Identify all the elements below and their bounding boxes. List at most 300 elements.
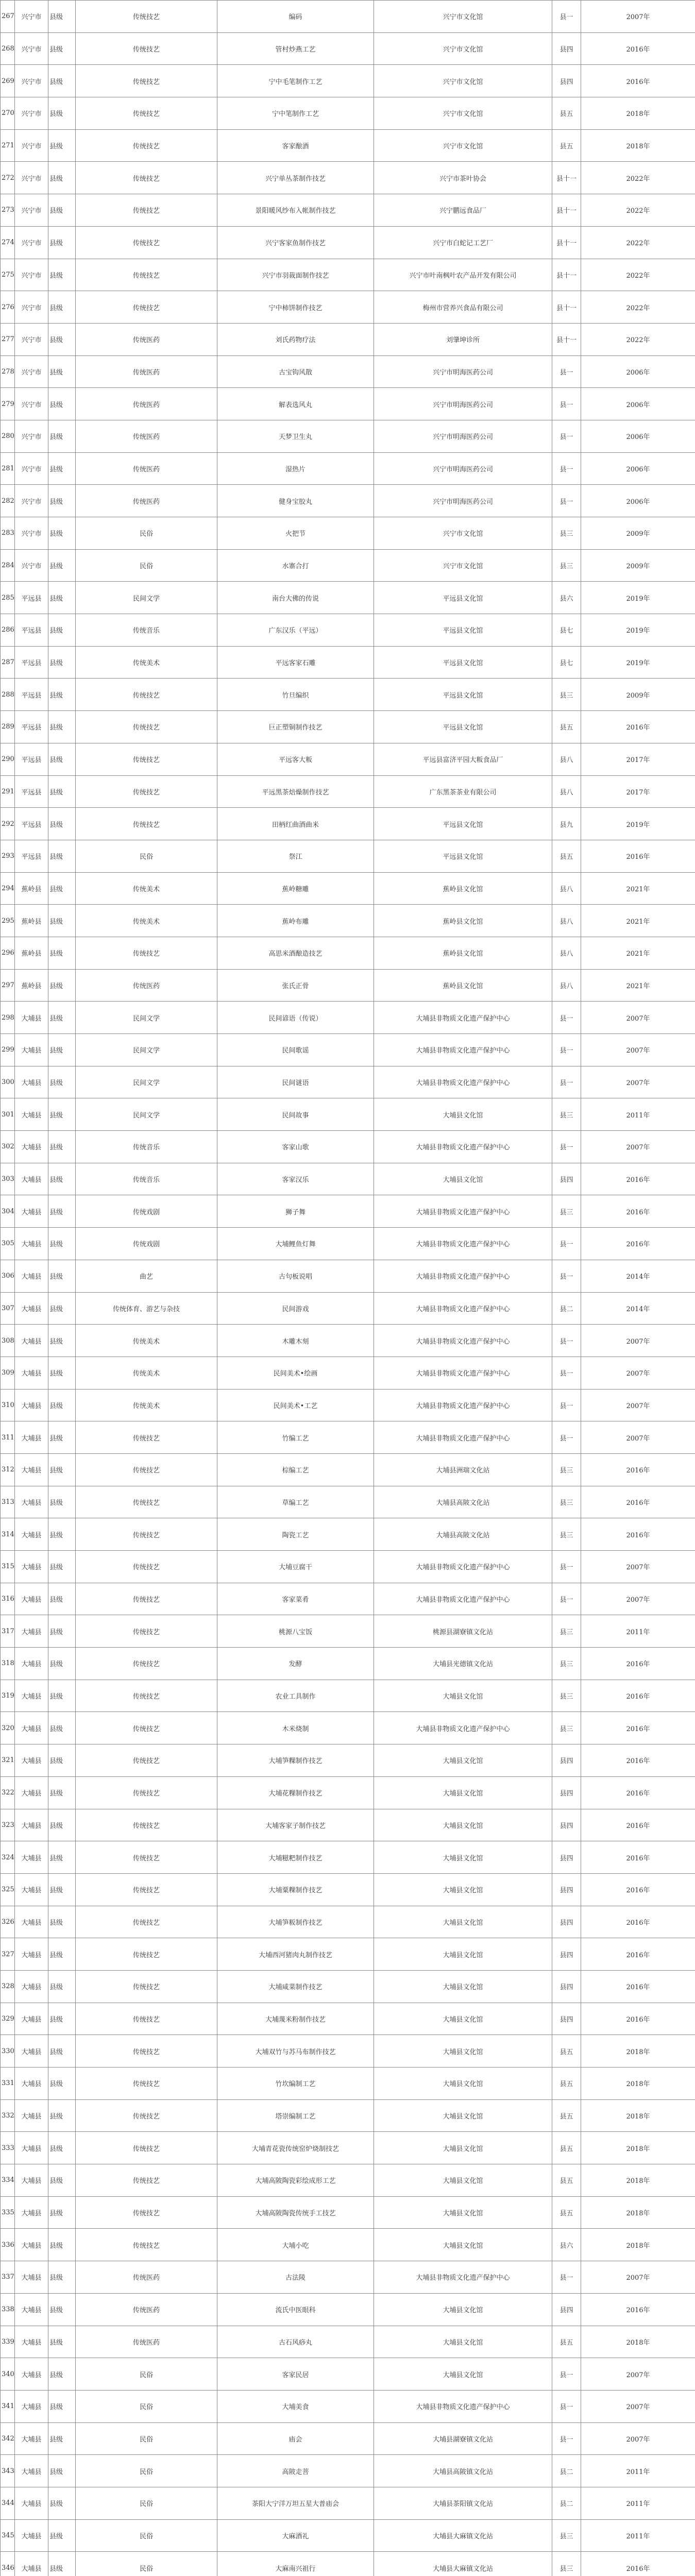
year-cell: 2016年 (581, 65, 695, 97)
protecting-unit-cell: 平远县文化馆 (374, 614, 552, 647)
city-name-cell: 大埔县 (15, 1228, 48, 1260)
protecting-unit-cell: 平远县富济平园大粄食品厂 (374, 743, 552, 775)
table-row (1, 2422, 695, 2455)
batch-cell: 县四 (552, 65, 581, 97)
table-row (1, 323, 695, 355)
row-number-cell: 274 (1, 226, 15, 259)
batch-cell: 县六 (552, 2229, 581, 2261)
category-cell: 传统医药 (76, 2326, 217, 2358)
table-row (1, 2487, 695, 2519)
batch-cell: 县三 (552, 1195, 581, 1228)
row-number-cell: 280 (1, 420, 15, 452)
level-cell: 县级 (48, 1228, 76, 1260)
city-name-cell: 兴宁市 (15, 226, 48, 259)
project-name-cell: 民间歌谣 (217, 1034, 374, 1066)
batch-cell: 县三 (552, 679, 581, 711)
project-name-cell: 木雕木刻 (217, 1325, 374, 1357)
category-cell: 传统技艺 (76, 711, 217, 743)
protecting-unit-cell: 大埔县文化馆 (374, 1906, 552, 1938)
protecting-unit-cell: 平远县文化馆 (374, 679, 552, 711)
project-name-cell: 大麻酒礼 (217, 2519, 374, 2552)
protecting-unit-cell: 大埔县非物质文化遗产保护中心 (374, 1195, 552, 1228)
year-cell: 2016年 (581, 1228, 695, 1260)
city-name-cell: 蕉岭县 (15, 937, 48, 969)
category-cell: 传统技艺 (76, 775, 217, 808)
category-cell: 传统技艺 (76, 2099, 217, 2132)
year-cell: 2016年 (581, 1776, 695, 1809)
protecting-unit-cell: 兴宁市叶南枫叶农产品开发有限公司 (374, 259, 552, 291)
city-name-cell: 兴宁市 (15, 194, 48, 227)
project-name-cell: 健身宝胶丸 (217, 485, 374, 517)
batch-cell: 县一 (552, 1583, 581, 1615)
batch-cell: 县一 (552, 355, 581, 388)
project-name-cell: 客家民居 (217, 2358, 374, 2391)
city-name-cell: 大埔县 (15, 1357, 48, 1389)
batch-cell: 县三 (552, 1615, 581, 1648)
category-cell: 传统技艺 (76, 1615, 217, 1648)
row-number-cell: 335 (1, 2196, 15, 2229)
table-row (1, 1970, 695, 2003)
protecting-unit-cell: 兴宁鹏远食品厂 (374, 194, 552, 227)
project-name-cell: 宁中毛笔制作工艺 (217, 65, 374, 97)
year-cell: 2011年 (581, 2487, 695, 2519)
protecting-unit-cell: 大埔县非物质文化遗产保护中心 (374, 1712, 552, 1744)
row-number-cell: 307 (1, 1292, 15, 1325)
table-row (1, 129, 695, 162)
project-name-cell: 大埔鲤鱼灯舞 (217, 1228, 374, 1260)
project-name-cell: 大埔美食 (217, 2390, 374, 2422)
level-cell: 县级 (48, 2487, 76, 2519)
row-number-cell: 270 (1, 97, 15, 130)
row-number-cell: 321 (1, 1744, 15, 1777)
year-cell: 2009年 (581, 679, 695, 711)
batch-cell: 县三 (552, 1680, 581, 1712)
year-cell: 2016年 (581, 1938, 695, 1971)
batch-cell: 县一 (552, 420, 581, 452)
category-cell: 民俗 (76, 2455, 217, 2487)
level-cell: 县级 (48, 646, 76, 679)
city-name-cell: 大埔县 (15, 2293, 48, 2326)
table-row (1, 1, 695, 33)
year-cell: 2022年 (581, 162, 695, 194)
category-cell: 传统技艺 (76, 226, 217, 259)
protecting-unit-cell: 大埔县非物质文化遗产保护中心 (374, 1228, 552, 1260)
protecting-unit-cell: 大埔县非物质文化遗产保护中心 (374, 1034, 552, 1066)
protecting-unit-cell: 大埔县文化馆 (374, 1680, 552, 1712)
category-cell: 传统医药 (76, 388, 217, 420)
level-cell: 县级 (48, 969, 76, 1002)
table-row (1, 291, 695, 324)
table-body (1, 1, 695, 2576)
table-row (1, 1712, 695, 1744)
level-cell: 县级 (48, 679, 76, 711)
table-row (1, 1776, 695, 1809)
city-name-cell: 兴宁市 (15, 129, 48, 162)
city-name-cell: 兴宁市 (15, 355, 48, 388)
year-cell: 2016年 (581, 1744, 695, 1777)
city-name-cell: 大埔县 (15, 1648, 48, 1680)
row-number-cell: 325 (1, 1873, 15, 1906)
level-cell: 县级 (48, 711, 76, 743)
project-name-cell: 庙会 (217, 2422, 374, 2455)
project-name-cell: 古石风痧丸 (217, 2326, 374, 2358)
project-name-cell: 解表选风丸 (217, 388, 374, 420)
row-number-cell: 305 (1, 1228, 15, 1260)
year-cell: 2019年 (581, 582, 695, 614)
level-cell: 县级 (48, 1325, 76, 1357)
city-name-cell: 兴宁市 (15, 388, 48, 420)
city-name-cell: 大埔县 (15, 1551, 48, 1583)
category-cell: 传统技艺 (76, 937, 217, 969)
project-name-cell: 宁中柿饼制作技艺 (217, 291, 374, 324)
level-cell: 县级 (48, 1712, 76, 1744)
batch-cell: 县五 (552, 2035, 581, 2067)
table-row (1, 1809, 695, 1841)
row-number-cell: 308 (1, 1325, 15, 1357)
row-number-cell: 283 (1, 517, 15, 550)
city-name-cell: 大埔县 (15, 1970, 48, 2003)
project-name-cell: 古句板说唱 (217, 1260, 374, 1292)
project-name-cell: 大埔小吃 (217, 2229, 374, 2261)
table-row (1, 517, 695, 550)
project-name-cell: 编码 (217, 1, 374, 33)
year-cell: 2016年 (581, 1841, 695, 1874)
category-cell: 传统医药 (76, 2261, 217, 2294)
year-cell: 2016年 (581, 1712, 695, 1744)
project-name-cell: 大埔豆腐干 (217, 1551, 374, 1583)
row-number-cell: 327 (1, 1938, 15, 1971)
row-number-cell: 345 (1, 2519, 15, 2552)
batch-cell: 县二 (552, 2487, 581, 2519)
table-row (1, 582, 695, 614)
batch-cell: 县三 (552, 1098, 581, 1131)
project-name-cell: 农业工具制作 (217, 1680, 374, 1712)
batch-cell: 县三 (552, 549, 581, 582)
category-cell: 民间文学 (76, 1034, 217, 1066)
protecting-unit-cell: 大埔县非物质文化遗产保护中心 (374, 1066, 552, 1098)
city-name-cell: 大埔县 (15, 2003, 48, 2035)
table-row (1, 711, 695, 743)
project-name-cell: 兴宁客家鱼制作技艺 (217, 226, 374, 259)
table-row (1, 1583, 695, 1615)
category-cell: 传统技艺 (76, 1938, 217, 1971)
table-row (1, 32, 695, 65)
protecting-unit-cell: 兴宁市明海医药公司 (374, 388, 552, 420)
category-cell: 传统技艺 (76, 1970, 217, 2003)
city-name-cell: 兴宁市 (15, 549, 48, 582)
project-name-cell: 广东汉乐（平远） (217, 614, 374, 647)
project-name-cell: 发酵 (217, 1648, 374, 1680)
protecting-unit-cell: 大埔县非物质文化遗产保护中心 (374, 1421, 552, 1454)
year-cell: 2016年 (581, 1453, 695, 1486)
project-name-cell: 客家菜肴 (217, 1583, 374, 1615)
year-cell: 2007年 (581, 1551, 695, 1583)
city-name-cell: 大埔县 (15, 1260, 48, 1292)
row-number-cell: 284 (1, 549, 15, 582)
category-cell: 传统技艺 (76, 1873, 217, 1906)
table-row (1, 355, 695, 388)
year-cell: 2016年 (581, 1486, 695, 1518)
category-cell: 民俗 (76, 2487, 217, 2519)
city-name-cell: 大埔县 (15, 1195, 48, 1228)
category-cell: 传统技艺 (76, 1, 217, 33)
year-cell: 2007年 (581, 1583, 695, 1615)
table-row (1, 775, 695, 808)
batch-cell: 县一 (552, 485, 581, 517)
project-name-cell: 狮子舞 (217, 1195, 374, 1228)
level-cell: 县级 (48, 2358, 76, 2391)
level-cell: 县级 (48, 2261, 76, 2294)
table-row (1, 1648, 695, 1680)
level-cell: 县级 (48, 1776, 76, 1809)
city-name-cell: 大埔县 (15, 2261, 48, 2294)
category-cell: 传统技艺 (76, 1841, 217, 1874)
row-number-cell: 336 (1, 2229, 15, 2261)
city-name-cell: 大埔县 (15, 1712, 48, 1744)
year-cell: 2016年 (581, 2003, 695, 2035)
level-cell: 县级 (48, 1938, 76, 1971)
project-name-cell: 大埔笋粄制作技艺 (217, 1906, 374, 1938)
year-cell: 2021年 (581, 969, 695, 1002)
row-number-cell: 290 (1, 743, 15, 775)
year-cell: 2007年 (581, 2358, 695, 2391)
category-cell: 曲艺 (76, 1260, 217, 1292)
level-cell: 县级 (48, 1292, 76, 1325)
city-name-cell: 大埔县 (15, 1873, 48, 1906)
level-cell: 县级 (48, 840, 76, 872)
protecting-unit-cell: 大埔县文化馆 (374, 2229, 552, 2261)
table-row (1, 1163, 695, 1195)
level-cell: 县级 (48, 226, 76, 259)
category-cell: 民俗 (76, 549, 217, 582)
category-cell: 民间文学 (76, 1066, 217, 1098)
year-cell: 2018年 (581, 2067, 695, 2100)
project-name-cell: 大麻南兴祖行 (217, 2552, 374, 2576)
row-number-cell: 334 (1, 2164, 15, 2197)
city-name-cell: 大埔县 (15, 2196, 48, 2229)
city-name-cell: 兴宁市 (15, 1, 48, 33)
category-cell: 传统技艺 (76, 2132, 217, 2164)
level-cell: 县级 (48, 1970, 76, 2003)
level-cell: 县级 (48, 1002, 76, 1034)
protecting-unit-cell: 兴宁市明海医药公司 (374, 485, 552, 517)
table-row (1, 2293, 695, 2326)
level-cell: 县级 (48, 614, 76, 647)
protecting-unit-cell: 平远县文化馆 (374, 711, 552, 743)
row-number-cell: 330 (1, 2035, 15, 2067)
row-number-cell: 337 (1, 2261, 15, 2294)
row-number-cell: 275 (1, 259, 15, 291)
city-name-cell: 平远县 (15, 679, 48, 711)
category-cell: 传统技艺 (76, 259, 217, 291)
batch-cell: 县一 (552, 2422, 581, 2455)
row-number-cell: 269 (1, 65, 15, 97)
protecting-unit-cell: 兴宁市文化馆 (374, 1, 552, 33)
category-cell: 传统技艺 (76, 32, 217, 65)
table-row (1, 2132, 695, 2164)
row-number-cell: 309 (1, 1357, 15, 1389)
table-row (1, 2196, 695, 2229)
batch-cell: 县四 (552, 1841, 581, 1874)
row-number-cell: 288 (1, 679, 15, 711)
protecting-unit-cell: 广东黑茶茶业有限公司 (374, 775, 552, 808)
level-cell: 县级 (48, 388, 76, 420)
table-row (1, 614, 695, 647)
city-name-cell: 大埔县 (15, 2099, 48, 2132)
protecting-unit-cell: 大埔县文化馆 (374, 2326, 552, 2358)
level-cell: 县级 (48, 1163, 76, 1195)
batch-cell: 县四 (552, 1873, 581, 1906)
year-cell: 2007年 (581, 1002, 695, 1034)
table-row (1, 937, 695, 969)
batch-cell: 县三 (552, 2519, 581, 2552)
city-name-cell: 大埔县 (15, 1002, 48, 1034)
row-number-cell: 300 (1, 1066, 15, 1098)
level-cell: 县级 (48, 1195, 76, 1228)
city-name-cell: 大埔县 (15, 2067, 48, 2100)
protecting-unit-cell: 刘肇坤诊所 (374, 323, 552, 355)
year-cell: 2016年 (581, 1195, 695, 1228)
batch-cell: 县三 (552, 1518, 581, 1551)
project-name-cell: 竹旦编织 (217, 679, 374, 711)
year-cell: 2022年 (581, 259, 695, 291)
batch-cell: 县八 (552, 743, 581, 775)
table-row (1, 743, 695, 775)
category-cell: 传统技艺 (76, 1809, 217, 1841)
table-row (1, 969, 695, 1002)
table-row (1, 1098, 695, 1131)
row-number-cell: 282 (1, 485, 15, 517)
project-name-cell: 蕉岭糖雕 (217, 872, 374, 905)
category-cell: 传统技艺 (76, 2229, 217, 2261)
level-cell: 县级 (48, 2519, 76, 2552)
batch-cell: 县五 (552, 2326, 581, 2358)
table-row (1, 1906, 695, 1938)
row-number-cell: 299 (1, 1034, 15, 1066)
category-cell: 传统技艺 (76, 1551, 217, 1583)
table-row (1, 1357, 695, 1389)
level-cell: 县级 (48, 2293, 76, 2326)
project-name-cell: 大埔咸菜制作技艺 (217, 1970, 374, 2003)
protecting-unit-cell: 大埔县非物质文化遗产保护中心 (374, 1325, 552, 1357)
batch-cell: 县三 (552, 1712, 581, 1744)
year-cell: 2011年 (581, 2519, 695, 2552)
city-name-cell: 平远县 (15, 840, 48, 872)
level-cell: 县级 (48, 2390, 76, 2422)
level-cell: 县级 (48, 1744, 76, 1777)
year-cell: 2016年 (581, 1648, 695, 1680)
protecting-unit-cell: 兴宁市文化馆 (374, 65, 552, 97)
category-cell: 传统戏剧 (76, 1195, 217, 1228)
level-cell: 县级 (48, 2455, 76, 2487)
batch-cell: 县八 (552, 969, 581, 1002)
year-cell: 2016年 (581, 1518, 695, 1551)
row-number-cell: 271 (1, 129, 15, 162)
table-row (1, 2164, 695, 2197)
category-cell: 传统音乐 (76, 1163, 217, 1195)
project-name-cell: 大埔笋粿制作技艺 (217, 1744, 374, 1777)
project-name-cell: 塔崇编制工艺 (217, 2099, 374, 2132)
protecting-unit-cell: 大埔县文化馆 (374, 2132, 552, 2164)
level-cell: 县级 (48, 1453, 76, 1486)
project-name-cell: 巨正塑铜制作技艺 (217, 711, 374, 743)
level-cell: 县级 (48, 485, 76, 517)
table-row (1, 1034, 695, 1066)
year-cell: 2006年 (581, 485, 695, 517)
table-row (1, 1292, 695, 1325)
level-cell: 县级 (48, 355, 76, 388)
category-cell: 传统医药 (76, 323, 217, 355)
table-row (1, 1680, 695, 1712)
row-number-cell: 317 (1, 1615, 15, 1648)
table-row (1, 2519, 695, 2552)
protecting-unit-cell: 大埔县文化馆 (374, 2035, 552, 2067)
table-row (1, 420, 695, 452)
protecting-unit-cell: 兴宁市文化馆 (374, 32, 552, 65)
protecting-unit-cell: 大埔县文化馆 (374, 2099, 552, 2132)
row-number-cell: 343 (1, 2455, 15, 2487)
project-name-cell: 民间谜语 (217, 1066, 374, 1098)
batch-cell: 县一 (552, 2358, 581, 2391)
protecting-unit-cell: 大埔县非物质文化遗产保护中心 (374, 1002, 552, 1034)
table-row (1, 162, 695, 194)
city-name-cell: 平远县 (15, 646, 48, 679)
category-cell: 传统技艺 (76, 679, 217, 711)
batch-cell: 县一 (552, 1066, 581, 1098)
table-row (1, 1551, 695, 1583)
city-name-cell: 大埔县 (15, 2132, 48, 2164)
protecting-unit-cell: 兴宁市文化馆 (374, 517, 552, 550)
batch-cell: 县八 (552, 872, 581, 905)
batch-cell: 县四 (552, 1906, 581, 1938)
level-cell: 县级 (48, 1260, 76, 1292)
row-number-cell: 291 (1, 775, 15, 808)
row-number-cell: 346 (1, 2552, 15, 2576)
city-name-cell: 大埔县 (15, 1131, 48, 1163)
category-cell: 传统技艺 (76, 1744, 217, 1777)
protecting-unit-cell: 兴宁市茶叶协会 (374, 162, 552, 194)
city-name-cell: 兴宁市 (15, 291, 48, 324)
table-row (1, 2455, 695, 2487)
batch-cell: 县八 (552, 775, 581, 808)
category-cell: 民俗 (76, 2552, 217, 2576)
city-name-cell: 蕉岭县 (15, 969, 48, 1002)
category-cell: 民俗 (76, 517, 217, 550)
level-cell: 县级 (48, 582, 76, 614)
table-row (1, 2229, 695, 2261)
year-cell: 2007年 (581, 2422, 695, 2455)
batch-cell: 县三 (552, 517, 581, 550)
level-cell: 县级 (48, 549, 76, 582)
category-cell: 传统技艺 (76, 1648, 217, 1680)
table-row (1, 872, 695, 905)
year-cell: 2016年 (581, 32, 695, 65)
level-cell: 县级 (48, 2552, 76, 2576)
category-cell: 传统技艺 (76, 1518, 217, 1551)
category-cell: 传统美术 (76, 872, 217, 905)
row-number-cell: 314 (1, 1518, 15, 1551)
batch-cell: 县五 (552, 2164, 581, 2197)
batch-cell: 县四 (552, 32, 581, 65)
year-cell: 2009年 (581, 549, 695, 582)
protecting-unit-cell: 兴宁市白蛇记工艺厂 (374, 226, 552, 259)
batch-cell: 县一 (552, 1357, 581, 1389)
table-row (1, 2261, 695, 2294)
city-name-cell: 大埔县 (15, 1518, 48, 1551)
level-cell: 县级 (48, 162, 76, 194)
batch-cell: 县五 (552, 2196, 581, 2229)
project-name-cell: 祭江 (217, 840, 374, 872)
